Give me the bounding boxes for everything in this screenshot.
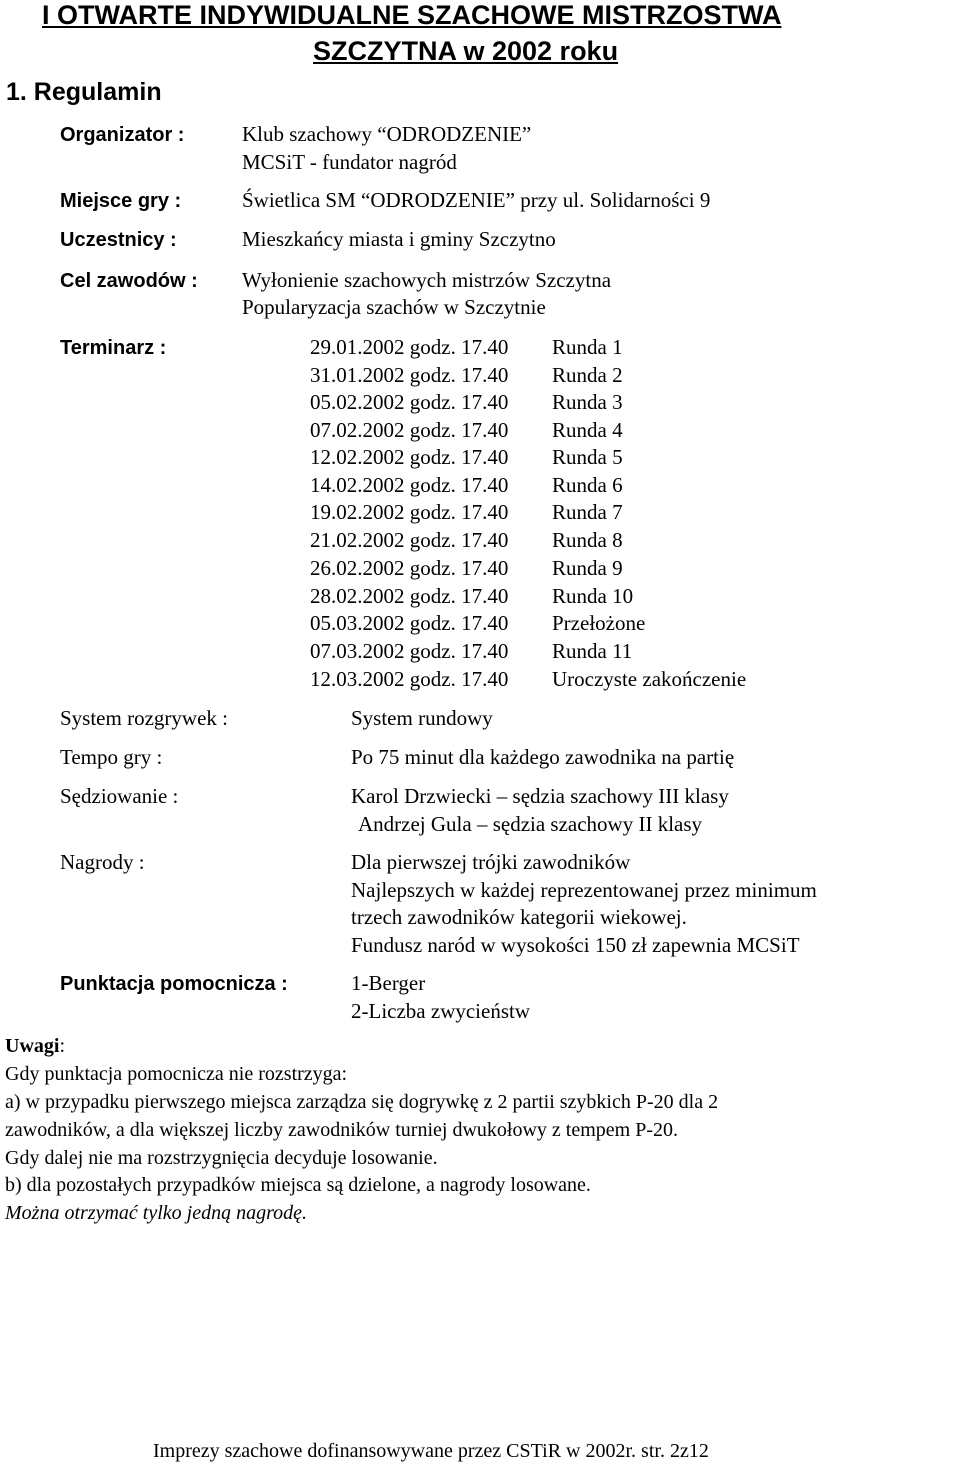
document-title-line2: SZCZYTNA w 2002 roku — [313, 36, 619, 66]
punktacja-value-1: 1-Berger — [351, 971, 426, 995]
schedule-date: 12.02.2002 godz. 17.40 — [310, 445, 509, 469]
notes-heading-text: Uwagi — [5, 1035, 60, 1057]
schedule-event: Runda 4 — [552, 418, 623, 442]
schedule-row — [310, 669, 746, 690]
notes-italic-line: Można otrzymać tylko jedną nagrodę. — [5, 1202, 307, 1224]
notes-line: Gdy dalej nie ma rozstrzygnięcia decyduje losowanie. — [5, 1147, 438, 1169]
schedule-row — [310, 613, 645, 634]
schedule-event: Runda 2 — [552, 363, 623, 387]
schedule-row — [310, 447, 623, 468]
schedule-date: 12.03.2002 godz. 17.40 — [310, 667, 509, 691]
schedule-event: Runda 1 — [552, 335, 623, 359]
section-heading: 1. Regulamin — [6, 78, 162, 106]
page-footer: Imprezy szachowe dofinansowywane przez CSTiR w 2002r. str. 2z12 — [153, 1440, 709, 1462]
nagrody-value-2: Najlepszych w każdej reprezentowanej przez minimum — [351, 878, 817, 902]
schedule-row — [310, 365, 623, 386]
notes-line: zawodników, a dla większej liczby zawodników turniej dwukołowy z tempem P-20. — [5, 1119, 678, 1141]
schedule-row — [310, 502, 623, 523]
sedziowanie-label: Sędziowanie : — [60, 784, 179, 808]
notes-line: a) w przypadku pierwszego miejsca zarządza się dogrywkę z 2 partii szybkich P-20 dla 2 — [5, 1091, 719, 1113]
nagrody-label: Nagrody : — [60, 850, 145, 874]
notes-line: b) dla pozostałych przypadków miejsca są dzielone, a nagrody losowane. — [5, 1174, 591, 1196]
schedule-event: Runda 8 — [552, 528, 623, 552]
schedule-date: 05.02.2002 godz. 17.40 — [310, 390, 509, 414]
uczestnicy-value: Mieszkańcy miasta i gminy Szczytno — [242, 227, 556, 251]
schedule-row — [310, 530, 623, 551]
nagrody-value-1: Dla pierwszej trójki zawodników — [351, 850, 631, 874]
schedule-date: 05.03.2002 godz. 17.40 — [310, 611, 509, 635]
schedule-date: 07.02.2002 godz. 17.40 — [310, 418, 509, 442]
nagrody-value-4: Fundusz naród w wysokości 150 zł zapewnia MCSiT — [351, 933, 800, 957]
schedule-date: 14.02.2002 godz. 17.40 — [310, 473, 509, 497]
schedule-row — [310, 475, 623, 496]
schedule-row — [310, 641, 632, 662]
schedule-event: Runda 5 — [552, 445, 623, 469]
schedule-date: 21.02.2002 godz. 17.40 — [310, 528, 509, 552]
schedule-row — [310, 586, 633, 607]
cel-value-1: Wyłonienie szachowych mistrzów Szczytna — [242, 268, 612, 292]
nagrody-value-3: trzech zawodników kategorii wiekowej. — [351, 905, 687, 929]
schedule-date: 28.02.2002 godz. 17.40 — [310, 584, 509, 608]
sedziowanie-value-2: Andrzej Gula – sędzia szachowy II klasy — [358, 812, 703, 836]
schedule-date: 29.01.2002 godz. 17.40 — [310, 335, 509, 359]
schedule-event: Uroczyste zakończenie — [552, 667, 747, 691]
cel-value-2: Popularyzacja szachów w Szczytnie — [242, 295, 546, 319]
punktacja-value-2: 2-Liczba zwycieństw — [351, 999, 531, 1023]
notes-heading — [5, 1036, 65, 1056]
miejsce-value: Świetlica SM “ODRODZENIE” przy ul. Solidarności 9 — [242, 188, 711, 212]
document-title-line1: I OTWARTE INDYWIDUALNE SZACHOWE MISTRZOSTWA — [42, 0, 782, 30]
system-value: System rundowy — [351, 706, 493, 730]
schedule-date: 31.01.2002 godz. 17.40 — [310, 363, 509, 387]
organizator-sponsor: MCSiT - fundator nagród — [242, 150, 457, 174]
schedule-event: Przełożone — [552, 611, 646, 635]
organizator-value: Klub szachowy “ODRODZENIE” — [242, 122, 532, 146]
sedziowanie-value-1: Karol Drzwiecki – sędzia szachowy III klasy — [351, 784, 729, 808]
schedule-event: Runda 7 — [552, 500, 623, 524]
schedule-event: Runda 10 — [552, 584, 634, 608]
punktacja-label: Punktacja pomocnicza : — [60, 973, 288, 995]
miejsce-label: Miejsce gry : — [60, 190, 182, 212]
system-label: System rozgrywek : — [60, 706, 228, 730]
tempo-label: Tempo gry : — [60, 745, 163, 769]
schedule-date: 07.03.2002 godz. 17.40 — [310, 639, 509, 663]
organizator-label: Organizator : — [60, 124, 185, 146]
schedule-date: 19.02.2002 godz. 17.40 — [310, 500, 509, 524]
cel-label: Cel zawodów : — [60, 270, 198, 292]
schedule-row — [310, 558, 623, 579]
notes-line: Gdy punktacja pomocnicza nie rozstrzyga: — [5, 1063, 348, 1085]
schedule-event: Runda 3 — [552, 390, 623, 414]
schedule-event: Runda 11 — [552, 639, 633, 663]
notes-heading-colon: : — [59, 1035, 66, 1057]
schedule-row — [310, 337, 623, 358]
schedule-event: Runda 6 — [552, 473, 623, 497]
schedule-row — [310, 392, 623, 413]
schedule-row — [310, 420, 623, 441]
tempo-value: Po 75 minut dla każdego zawodnika na partię — [351, 745, 735, 769]
terminarz-label: Terminarz : — [60, 337, 167, 359]
schedule-date: 26.02.2002 godz. 17.40 — [310, 556, 509, 580]
uczestnicy-label: Uczestnicy : — [60, 229, 177, 251]
schedule-event: Runda 9 — [552, 556, 623, 580]
